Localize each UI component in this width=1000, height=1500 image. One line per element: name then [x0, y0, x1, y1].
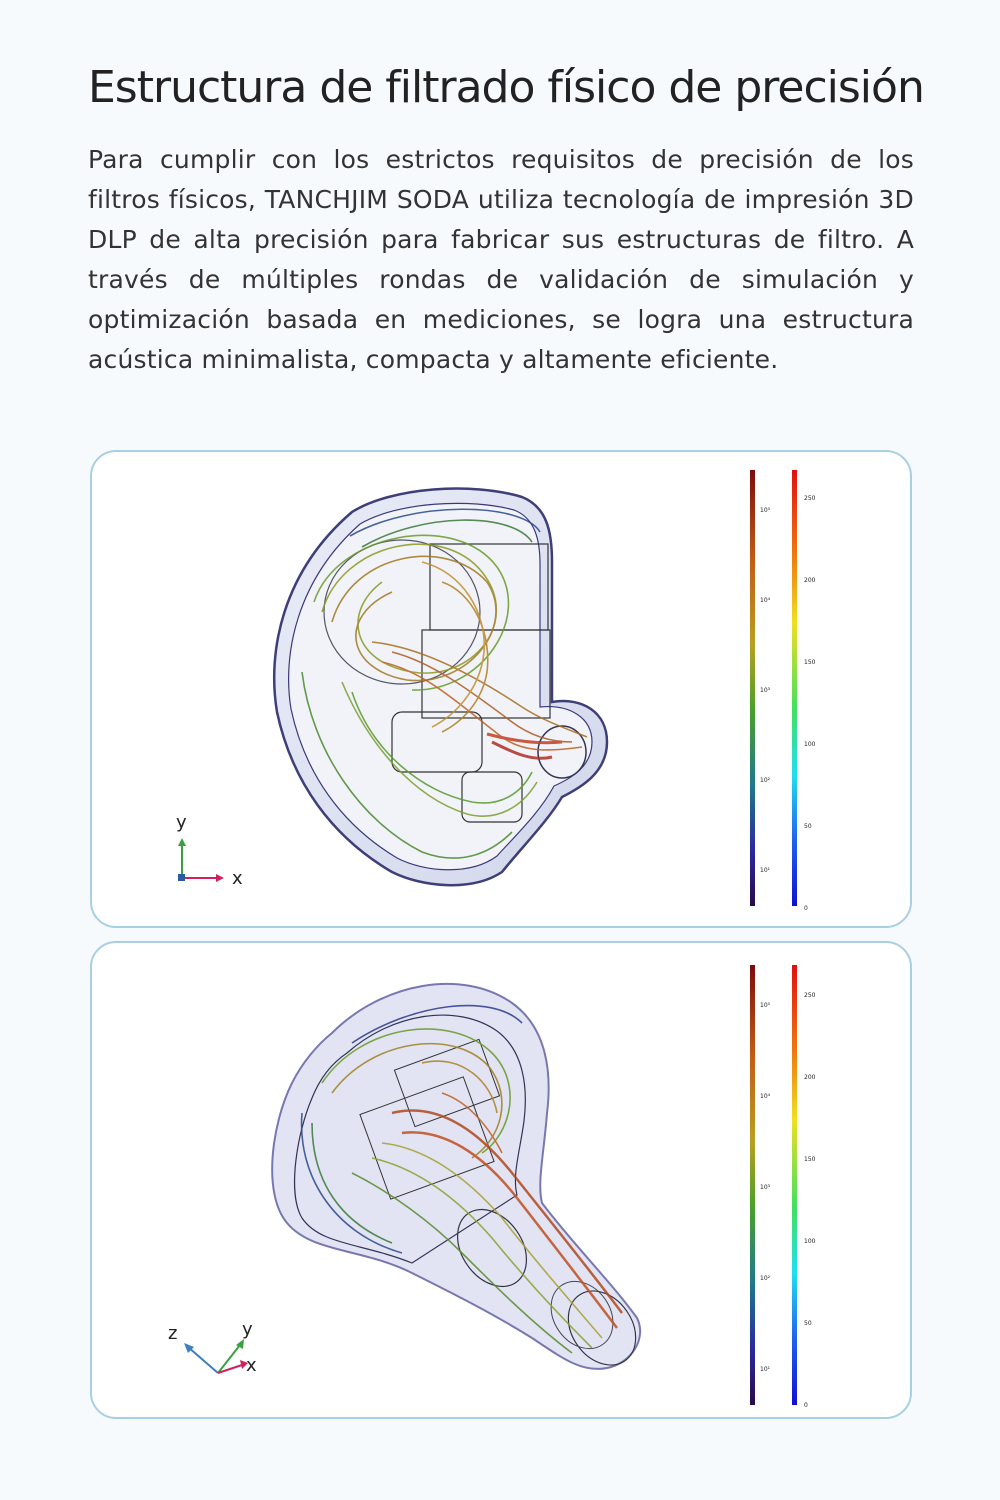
linear-tick: 200 — [804, 577, 816, 584]
earpiece-model-isometric — [272, 984, 649, 1378]
linear-tick: 100 — [804, 1238, 816, 1245]
linear-tick: 50 — [804, 1320, 812, 1327]
log-tick: 10⁴ — [760, 597, 771, 604]
streamline-figure-front — [92, 452, 910, 926]
log-scale-bar-isometric — [750, 965, 771, 1405]
linear-tick: 250 — [804, 495, 816, 502]
page-title: Estructura de filtrado físico de precisión — [88, 62, 924, 113]
simulation-panel-front — [90, 450, 912, 928]
log-tick: 10⁴ — [760, 1093, 771, 1100]
log-tick: 10¹ — [760, 1366, 771, 1373]
axis-label-z: z — [168, 1323, 178, 1344]
description-text: Para cumplir con los estrictos requisitos de precisión de los filtros físicos, TANCHJIM SODA utiliza tecnología de impresión 3D DLP de alta precisión para fabricar sus estructuras de filtro. A través de múltiples rondas de validación de simulación y optimización basada en mediciones, se logra una estructura acústica minimalista, compacta y altamente eficiente. — [88, 145, 914, 374]
log-tick: 10¹ — [760, 867, 771, 874]
simulation-panel-isometric — [90, 941, 912, 1419]
axis-label-x: x — [232, 868, 243, 889]
axis-label-x: x — [246, 1355, 257, 1376]
log-tick: 10⁵ — [760, 507, 771, 514]
log-tick: 10³ — [760, 1184, 771, 1191]
linear-tick: 150 — [804, 1156, 816, 1163]
linear-tick: 200 — [804, 1074, 816, 1081]
linear-tick: 0 — [804, 905, 808, 912]
axis-label-y: y — [176, 812, 187, 833]
linear-tick: 100 — [804, 741, 816, 748]
log-tick: 10² — [760, 777, 771, 784]
streamline-figure-isometric — [92, 943, 910, 1417]
log-tick: 10⁵ — [760, 1002, 771, 1009]
linear-scale-bar-isometric — [792, 965, 816, 1409]
linear-tick: 250 — [804, 992, 816, 999]
log-tick: 10³ — [760, 687, 771, 694]
linear-tick: 150 — [804, 659, 816, 666]
log-tick: 10² — [760, 1275, 771, 1282]
axis-triad-front — [176, 812, 243, 889]
log-scale-bar-front — [750, 470, 771, 906]
linear-tick: 50 — [804, 823, 812, 830]
linear-scale-bar-front — [792, 470, 816, 912]
axis-label-y: y — [242, 1319, 253, 1340]
axis-triad-isometric — [168, 1319, 257, 1376]
linear-tick: 0 — [804, 1402, 808, 1409]
